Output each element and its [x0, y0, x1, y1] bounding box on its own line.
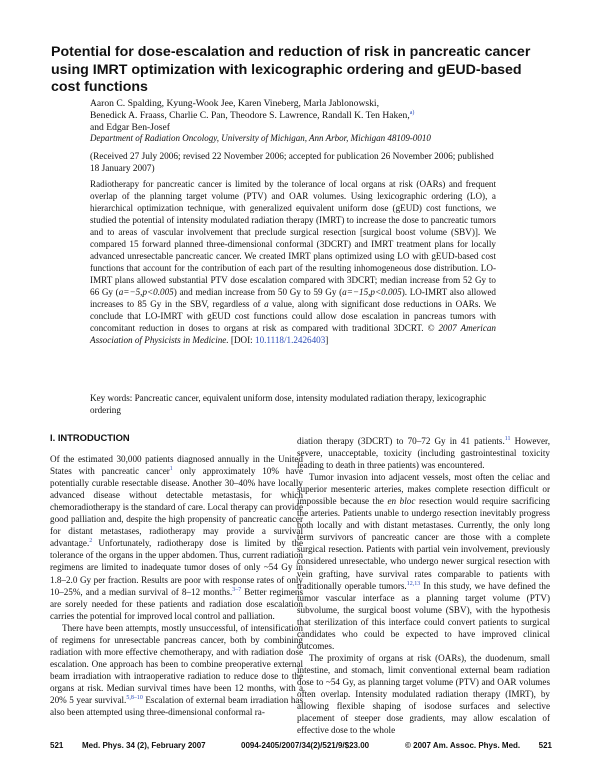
article-title: Potential for dose-escalation and reduction of risk in pancreatic cancer using IMRT optimization with lexicographic ordering and gEUD-based cost functions: [51, 44, 531, 95]
body-paragraph: Tumor invasion into adjacent vessels, most often the celiac and superior mesenteric arteries, makes complete resection difficult or impossible because the en bloc resection would require sacrificing the arteries. Patients unable to undergo resection inevitably progress both locally and with distant metastases. Currently, the only long term survivors of pancreatic cancer are those with a complete surgical resection. Patients with partial vein involvement, previously considered unresectable, who undergo newer surgical resection with vein grafting, have survival rates comparable to patients with traditionally operable tumors.$^{12,13}$ In this study, we have defined the tumor vascular interface as a planning target volume (PTV) subvolume, the surgical boost volume (SBV), with the hypothesis that sterilization of this interface could convert patients to surgical candidates who could be expected to have improved clinical outcomes.: [297, 472, 550, 651]
right-column: [297, 435, 550, 736]
keywords: Key words: Pancreatic cancer, equivalent uniform dose, intensity modulated radiation therapy, lexicographic ordering: [90, 393, 487, 415]
author-line: and Edgar Ben-Josef: [90, 122, 170, 133]
page-footer: [50, 741, 552, 755]
citation-link[interactable]: 11: [504, 435, 511, 442]
body-paragraph: The proximity of organs at risk (OARs), the duodenum, small intestine, and stomach, limit conventional external beam radiation dose to ~54 Gy, as planning target volume (PTV) and OAR volumes often overlap. Intensity modulated radiation therapy (IMRT), by allowing flexible shaping of isodose surfaces and selective placement of steeper dose gradients, may allow escalation of effective dose to the whole: [297, 652, 550, 736]
section-heading: I. INTRODUCTION: [50, 432, 130, 443]
body-paragraph: Of the estimated 30,000 patients diagnosed annually in the United States with pancreatic cancer$^1$ only approximately 10% have potentially curable resectable disease. Another 30–40% have locally advanced disease without detectable metastasis, for which chemoradiotherapy is the standard of care. Local therapy can provide good palliation and, despite the high propensity of pancreatic cancer for distant metastases, radiotherapy may provide a survival advantage.$^2$ Unfortunately, radiotherapy dose is limited by the tolerance of the organs in the upper abdomen. Thus, current radiation regimens are limited to inadequate tumor doses of only ~54 Gy in 1.8–2.0 Gy per fraction. Results are poor with response rates of only 10–25%, and a median survival of 8–12 months.$^{3-7}$ Better regimens are sorely needed for these patients and radiation dose escalation carries the potential for improved local control and palliation.: [50, 454, 303, 621]
footer-copyright: © 2007 Am. Assoc. Phys. Med.: [405, 741, 521, 750]
affiliation: Department of Radiation Oncology, University of Michigan, Ann Arbor, Michigan 48109-0010: [90, 133, 431, 143]
article-code: 0094-2405/2007/34(2)/521/9/$23.00: [241, 741, 370, 750]
citation-link[interactable]: 1: [169, 466, 173, 473]
abstract: Radiotherapy for pancreatic cancer is limited by the tolerance of local organs at risk (OARs) and frequent overlap of the planning target volume (PTV) and OAR volumes. Using lexicographic ordering (LO), a hierarchical optimization technique, with generalized equivalent uniform dose (gEUD) cost functions, we studied the potential of intensity modulated radiation therapy (IMRT) to increase the dose to pancreatic tumors and to areas of vascular involvement that preclude surgical resection [surgical boost volume (SBV)]. We compared 15 forward planned three-dimensional conformal (3DCRT) and IMRT treatment plans for locally advanced unresectable pancreatic cancer. We created IMRT plans optimized using LO with gEUD-based cost functions that account for the contribution of each part of the resulting inhomogeneous dose distribution. LO-IMRT plans allowed substantial PTV dose escalation compared with 3DCRT; median increase from 52 Gy to 66 Gy (a=−5,p<0.005) and median increase from 50 Gy to 59 Gy (a=−15,p<0.005). LO-IMRT also allowed increases to 85 Gy in the SBV, regardless of a value, along with significant dose reductions in OARs. We conclude that LO-IMRT with gEUD cost functions could allow dose escalation in pancreas tumors with concomitant reduction in doses to organs at risk as compared with traditional 3DCRT. © 2007 American Association of Physicists in Medicine. [DOI: 10.1118/1.2426403]: [90, 179, 496, 345]
citation-link[interactable]: 2: [89, 538, 93, 545]
citation-link[interactable]: 12,13: [406, 580, 421, 587]
author-list: [90, 98, 510, 134]
citation-link[interactable]: 3–7: [232, 586, 242, 593]
copyright-notice: © 2007 American Association of Physicists in Medicine.: [90, 323, 496, 345]
page-number-left: 521: [50, 741, 64, 750]
page-number-right: 521: [538, 741, 552, 750]
body-paragraph: There have been attempts, mostly unsuccessful, of intensification of regimens for unresectable pancreas cancer, both by combining radiation with more effective chemotherapy, and with radiation dose escalation. One approach has been to combine preoperative external beam irradiation with intraoperative radiation to reduce dose to the organs at risk. Median survival times have been 12 months, with a 20% 5 year survival.$^{5,8-10}$ Escalation of external beam irradiation has also been attempted using three-dimensional conformal ra-: [50, 622, 304, 718]
body-paragraph: diation therapy (3DCRT) to 70–72 Gy in 41 patients.$^{11}$ However, severe, unacceptable, toxicity (including gastrointestinal toxicity leading to death in three patients) was encountered.: [297, 435, 550, 471]
author-footnote-marker[interactable]: a): [409, 109, 415, 116]
doi-link[interactable]: 10.1118/1.2426403: [255, 335, 326, 345]
received-dates: (Received 27 July 2006; revised 22 November 2006; accepted for publication 26 November 2006; published 18 January 2007): [90, 152, 494, 174]
journal-citation: Med. Phys. 34 (2), February 2007: [82, 741, 206, 750]
citation-link[interactable]: 5,8–10: [126, 694, 143, 701]
author-line: Benedick A. Fraass, Charlie C. Pan, Theodore S. Lawrence, Randall K. Ten Haken,$^{a)}$: [90, 109, 415, 121]
author-line: Aaron C. Spalding, Kyung-Wook Jee, Karen Vineberg, Marla Jablonowski,: [90, 98, 379, 109]
left-column: [50, 432, 303, 718]
